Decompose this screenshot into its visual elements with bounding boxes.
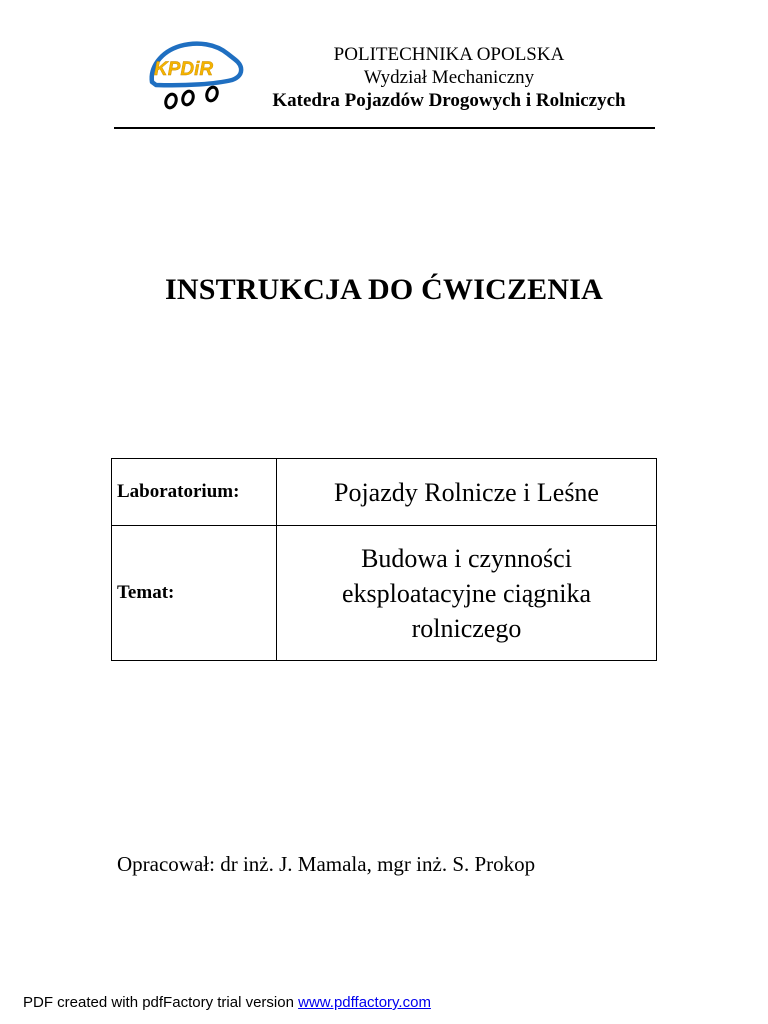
info-table bbox=[111, 458, 657, 661]
header-block bbox=[250, 43, 648, 112]
logo-wheel-mid bbox=[181, 90, 195, 107]
topic-line: Budowa i czynności bbox=[361, 543, 572, 573]
pdf-footer bbox=[23, 994, 431, 1012]
topic-line: eksploatacyjne ciągnika bbox=[341, 578, 592, 608]
topic-value bbox=[277, 526, 657, 661]
university-name: POLITECHNIKA OPOLSKA bbox=[333, 44, 565, 65]
department-name: Katedra Pojazdów Drogowych i Rolniczych bbox=[272, 90, 626, 111]
authors-credit: Opracował: dr inż. J. Mamala, mgr inż. S. Prokop bbox=[117, 852, 536, 876]
footer-text: PDF created with pdfFactory trial version bbox=[23, 994, 299, 1011]
header-divider bbox=[114, 127, 655, 129]
table-row-laboratory bbox=[112, 459, 657, 526]
lab-label: Laboratorium: bbox=[112, 459, 277, 526]
logo-lettering: KPDiR bbox=[154, 59, 214, 80]
lab-value: Pojazdy Rolnicze i Leśne bbox=[277, 459, 657, 526]
footer-link[interactable]: www.pdffactory.com bbox=[298, 994, 431, 1011]
logo-wheel-right bbox=[205, 86, 219, 103]
document-title: INSTRUKCJA DO ĆWICZENIA bbox=[164, 273, 603, 306]
kpdir-logo bbox=[146, 38, 246, 110]
topic-line: rolniczego bbox=[411, 613, 522, 643]
faculty-name: Wydział Mechaniczny bbox=[363, 67, 535, 88]
topic-label: Temat: bbox=[112, 526, 277, 661]
table-row-topic bbox=[112, 526, 657, 661]
logo-wheel-left bbox=[164, 93, 178, 110]
